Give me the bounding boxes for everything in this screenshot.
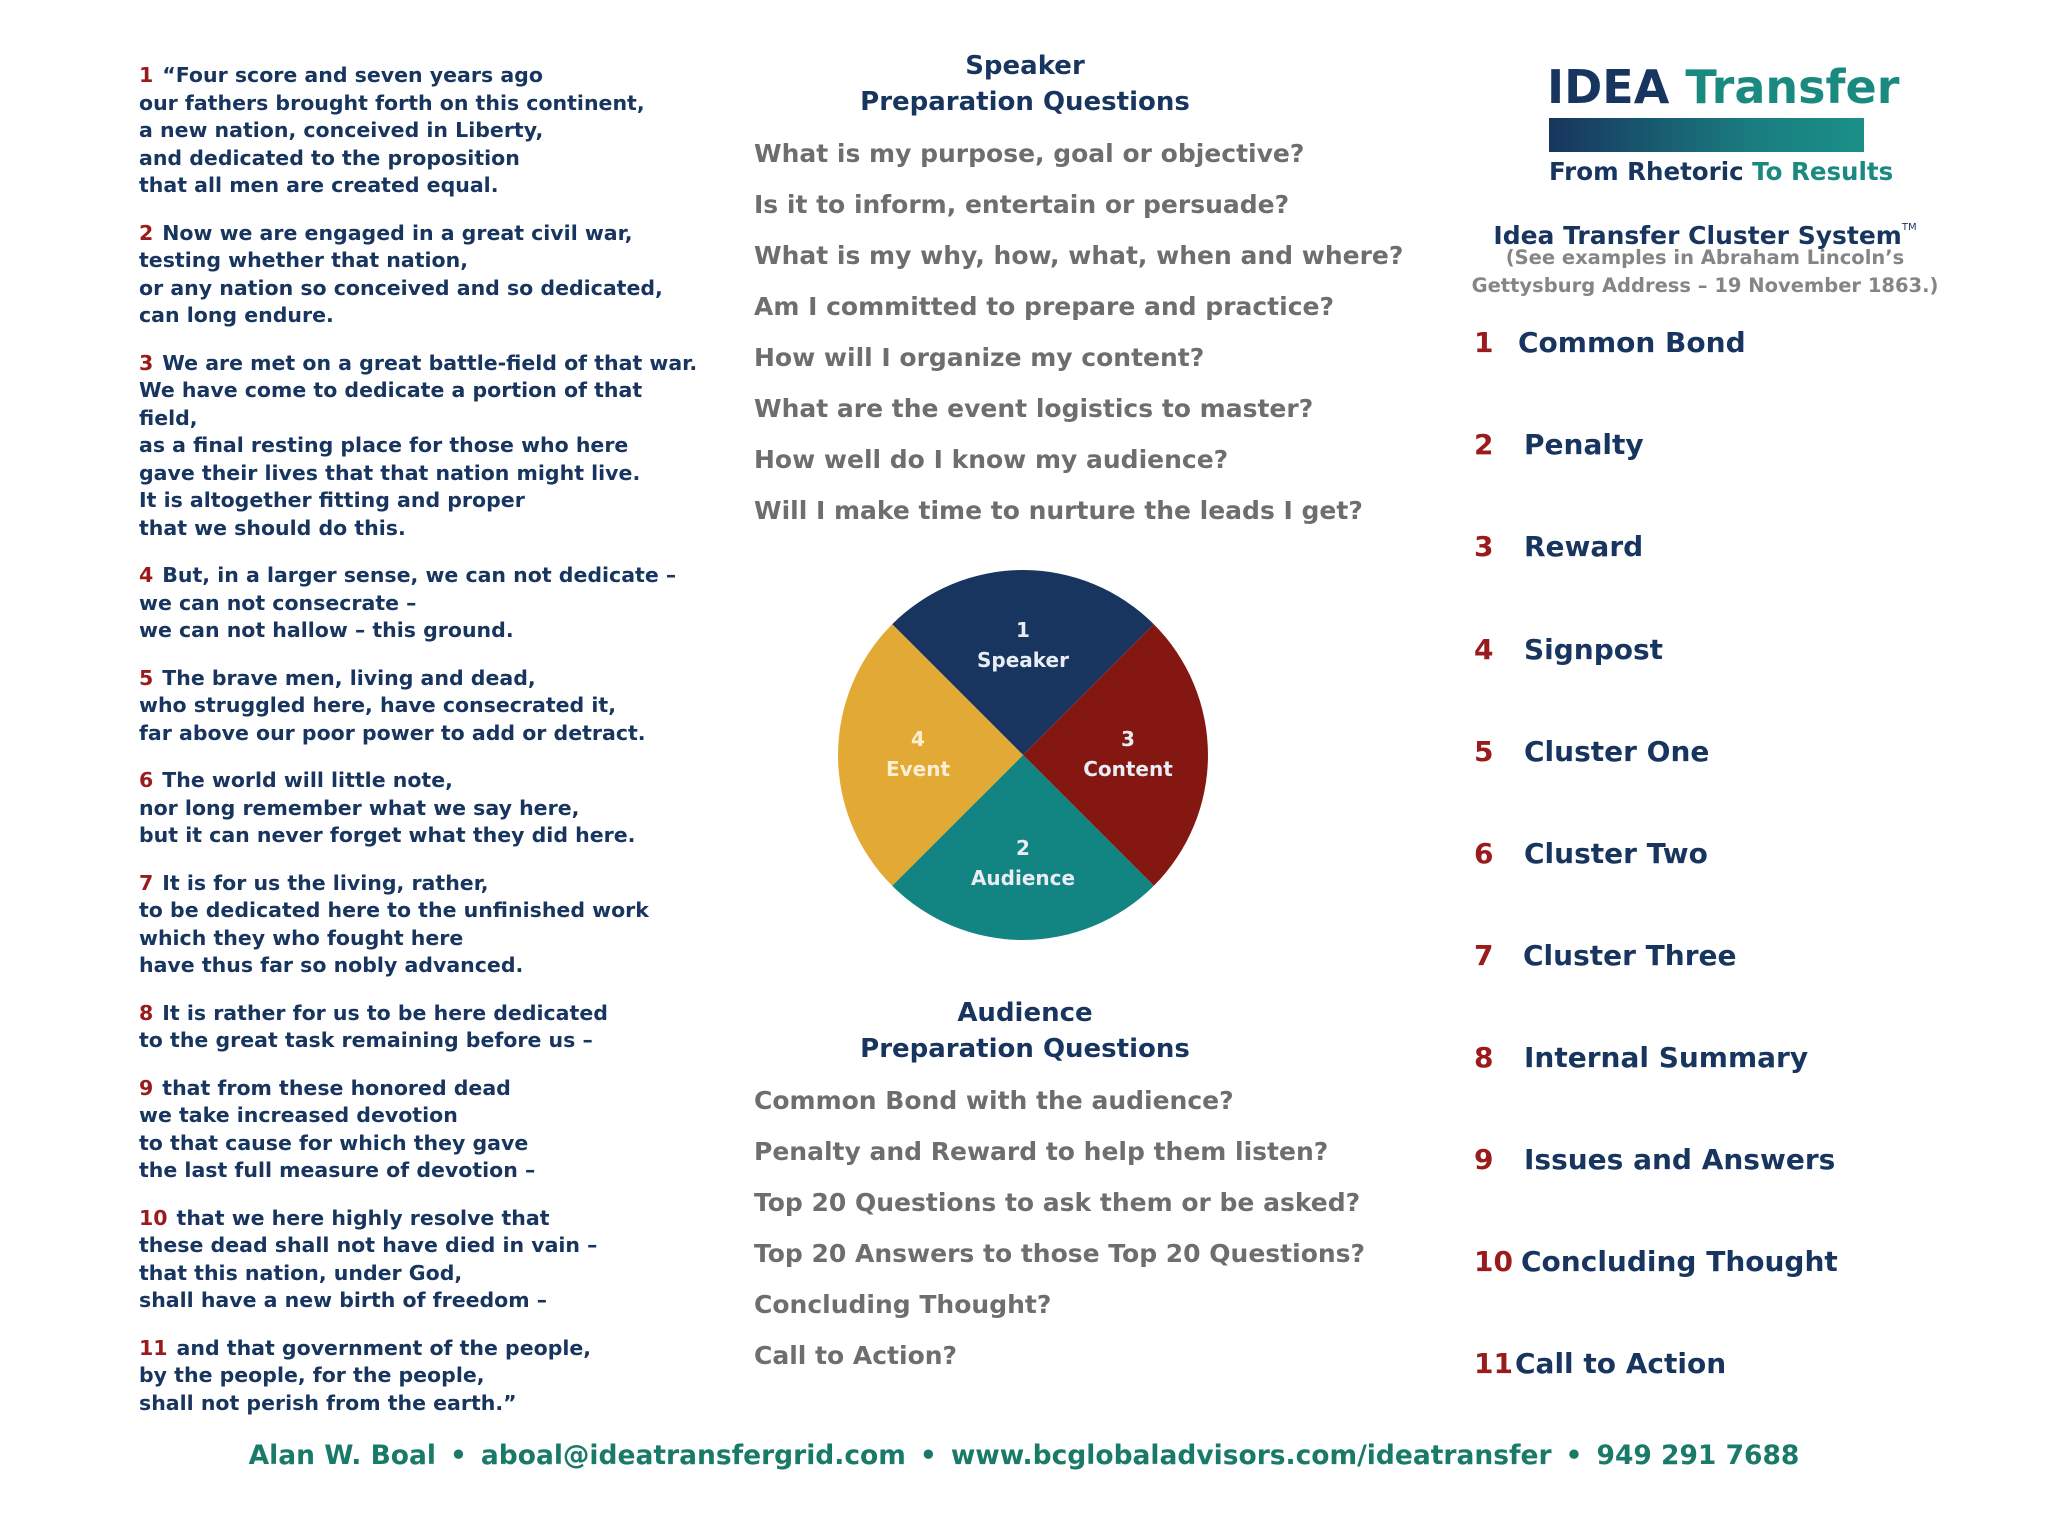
cluster-label: Penalty (1524, 428, 1644, 461)
verse-number: 11 (139, 1335, 168, 1360)
cluster-number: 11 (1474, 1347, 1513, 1380)
speaker-question: Am I committed to prepare and practice? (754, 292, 1334, 321)
cluster-number: 1 (1474, 326, 1494, 359)
pie-num-content: 3 (1121, 727, 1135, 751)
cluster-system-title-text: Idea Transfer Cluster System (1493, 221, 1902, 250)
cluster-item-call-to-action (1474, 1344, 1726, 1384)
verse-text: Now we are engaged in a great civil war, testing whether that nation, or any nation so conceived and so dedicated, can long endure. (139, 220, 663, 327)
idea-transfer-logo (1547, 57, 1899, 117)
cluster-number: 2 (1474, 428, 1494, 461)
address-verse (139, 665, 699, 748)
address-verse (139, 562, 699, 645)
verse-text: It is for us the living, rather, to be dedicated here to the unfinished work which they who fought here have thus far so nobly advanced. (139, 870, 649, 977)
cluster-label: Cluster One (1524, 735, 1710, 768)
cluster-number: 10 (1474, 1245, 1513, 1278)
cluster-number: 9 (1474, 1143, 1494, 1176)
cluster-item-issues-and-answers (1474, 1140, 1835, 1180)
preparation-pie-diagram (838, 570, 1208, 940)
speaker-question: Is it to inform, entertain or persuade? (754, 190, 1290, 219)
verse-text: But, in a larger sense, we can not dedicate – we can not consecrate – we can not hallow – this ground. (139, 563, 677, 642)
cluster-item-cluster-three (1474, 936, 1737, 976)
address-verse (139, 1335, 699, 1418)
audience-question: Penalty and Reward to help them listen? (754, 1137, 1329, 1166)
verse-number: 6 (139, 768, 154, 792)
audience-question: Top 20 Questions to ask them or be asked? (754, 1188, 1361, 1217)
cluster-label: Issues and Answers (1524, 1143, 1836, 1176)
verse-number: 8 (139, 1000, 154, 1025)
note-line2: Gettysburg Address – 19 November 1863.) (1471, 274, 1939, 297)
cluster-label: Concluding Thought (1521, 1245, 1838, 1278)
verse-number: 5 (139, 665, 154, 690)
verse-number: 10 (139, 1205, 168, 1230)
cluster-number: 5 (1474, 735, 1494, 768)
pie-num-event: 4 (911, 727, 925, 751)
verse-number: 9 (139, 1075, 154, 1100)
cluster-label: Common Bond (1518, 326, 1746, 359)
cluster-item-penalty (1474, 425, 1644, 465)
verse-text: The world will little note, nor long remember what we say here, but it can never forget what they did here. (139, 768, 636, 847)
tagline-to: To Results (1752, 157, 1894, 186)
audience-title-line2: Preparation Questions (860, 1034, 1190, 1064)
address-verse (139, 870, 699, 980)
verse-number: 4 (139, 563, 154, 587)
footer-separator: • (1565, 1440, 1583, 1471)
logo-word-idea: IDEA (1547, 60, 1670, 114)
cluster-item-common-bond (1474, 323, 1746, 363)
audience-question-list (754, 1075, 1394, 1381)
address-verse (139, 767, 699, 850)
tagline-from: From Rhetoric (1549, 157, 1744, 186)
verse-text: It is rather for us to be here dedicated to the great task remaining before us – (139, 1000, 608, 1052)
address-verse (139, 1205, 699, 1315)
cluster-label: Signpost (1524, 633, 1664, 666)
cluster-item-concluding-thought (1474, 1242, 1838, 1282)
verse-number: 1 (139, 63, 154, 87)
verse-text: that we here highly resolve that these dead shall not have died in vain – that this nation, under God, shall have a new birth of freedom – (139, 1205, 598, 1312)
logo-word-transfer: Transfer (1685, 60, 1900, 114)
trademark-mark: TM (1901, 222, 1917, 233)
pie-label-audience: Audience (970, 866, 1076, 890)
audience-title-line1: Audience (957, 998, 1093, 1028)
cluster-number: 8 (1474, 1041, 1494, 1074)
pie-num-speaker: 1 (1016, 618, 1030, 642)
gettysburg-address (139, 62, 699, 1437)
speaker-question: Will I make time to nurture the leads I get? (754, 496, 1363, 525)
pie-label-content: Content (1083, 757, 1173, 781)
speaker-title-line2: Preparation Questions (860, 87, 1190, 117)
audience-question: Common Bond with the audience? (754, 1086, 1234, 1115)
footer-separator: • (449, 1440, 467, 1471)
cluster-label: Cluster Two (1524, 837, 1708, 870)
speaker-question: What is my why, how, what, when and where? (754, 241, 1404, 270)
cluster-label: Internal Summary (1524, 1041, 1809, 1074)
verse-number: 7 (139, 870, 154, 895)
address-verse (139, 350, 699, 543)
cluster-item-internal-summary (1474, 1038, 1808, 1078)
audience-question: Call to Action? (754, 1341, 958, 1370)
audience-section-title (780, 995, 1270, 1067)
cluster-item-cluster-one (1474, 732, 1709, 772)
cluster-number: 4 (1474, 633, 1494, 666)
address-verse (139, 1000, 699, 1055)
cluster-item-cluster-two (1474, 834, 1708, 874)
verse-text: The brave men, living and dead, who struggled here, have consecrated it, far above our poor power to add or detract. (139, 665, 646, 745)
verse-text: and that government of the people, by the people, for the people, shall not perish from the earth.” (139, 1335, 592, 1415)
address-verse (139, 62, 699, 200)
contact-website-link[interactable]: www.bcglobaladvisors.com/ideatransfer (950, 1440, 1552, 1471)
cluster-number: 7 (1474, 939, 1494, 972)
verse-number: 3 (139, 350, 154, 375)
pie-label-speaker: Speaker (977, 648, 1069, 672)
logo-gradient-bar (1549, 118, 1864, 152)
verse-text: that from these honored dead we take increased devotion to that cause for which they gave the last full measure of devotion – (139, 1075, 536, 1182)
cluster-label: Cluster Three (1523, 939, 1737, 972)
cluster-item-signpost (1474, 630, 1663, 670)
speaker-question: How will I organize my content? (754, 343, 1205, 372)
cluster-label: Reward (1524, 530, 1644, 563)
verse-text: “Four score and seven years ago our fathers brought forth on this continent, a new nation, conceived in Liberty, and dedicated to the proposition that all men are created equal. (139, 63, 645, 197)
cluster-number: 3 (1474, 530, 1494, 563)
contact-phone: 949 291 7688 (1596, 1440, 1800, 1471)
cluster-item-reward (1474, 527, 1643, 567)
speaker-question: What is my purpose, goal or objective? (754, 139, 1305, 168)
pie-label-event: Event (885, 757, 951, 781)
speaker-question: What are the event logistics to master? (754, 394, 1314, 423)
audience-question: Top 20 Answers to those Top 20 Questions? (754, 1239, 1366, 1268)
contact-footer (0, 1436, 2048, 1476)
verse-text: We are met on a great battle-field of that war. We have come to dedicate a portion of that field, as a final resting place for those who here gave their lives that that nation might live. It is altogether fitting and proper that we should do this. (139, 350, 698, 540)
cluster-number: 6 (1474, 837, 1494, 870)
pie-num-audience: 2 (1016, 836, 1030, 860)
speaker-question: How well do I know my audience? (754, 445, 1229, 474)
contact-email-link[interactable]: aboal@ideatransfergrid.com (480, 1440, 906, 1471)
speaker-section-title (780, 48, 1270, 120)
verse-number: 2 (139, 220, 154, 245)
speaker-question-list (754, 128, 1404, 536)
logo-tagline (1549, 156, 1893, 188)
speaker-title-line1: Speaker (965, 51, 1085, 81)
address-verse (139, 220, 699, 330)
address-verse (139, 1075, 699, 1185)
audience-question: Concluding Thought? (754, 1290, 1052, 1319)
footer-separator: • (919, 1440, 937, 1471)
cluster-label: Call to Action (1515, 1347, 1727, 1380)
contact-name: Alan W. Boal (248, 1440, 436, 1471)
cluster-system-note (1470, 244, 1940, 300)
note-line1: (See examples in Abraham Lincoln’s (1505, 246, 1905, 269)
